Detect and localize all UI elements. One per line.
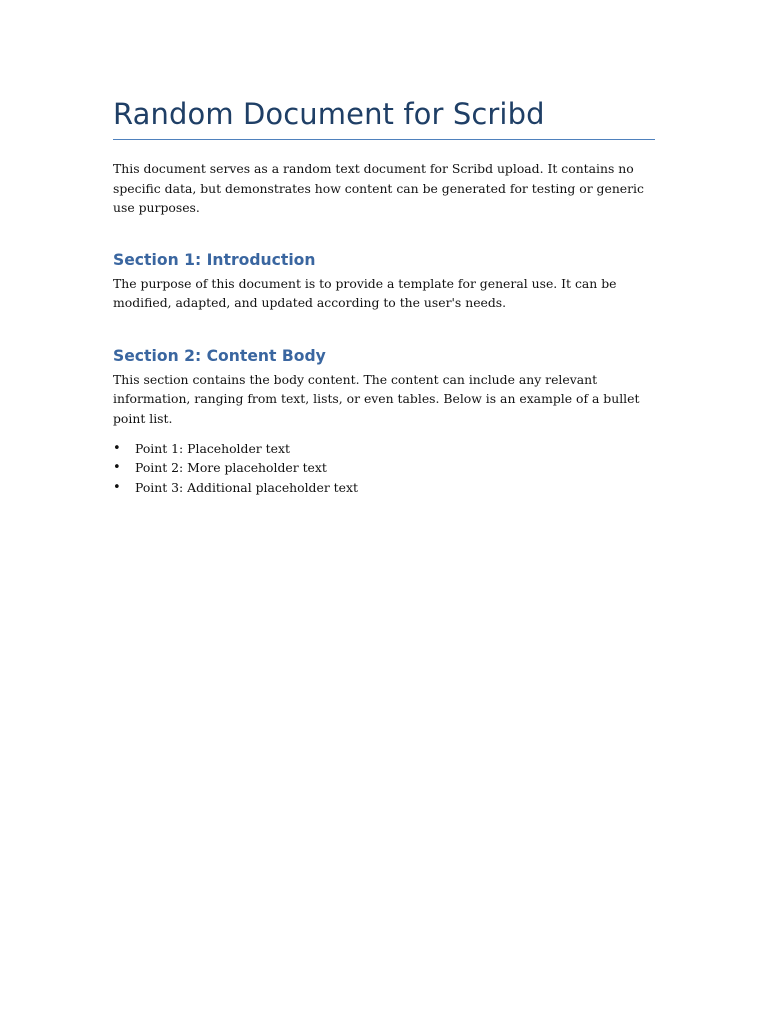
list-item: [113, 458, 655, 477]
section-1-paragraph: The purpose of this document is to provide a template for general use. It can be modified, adapted, and updated according to the user's needs.: [113, 275, 617, 310]
section-2-paragraph: This section contains the body content. The content can include any relevant information, ranging from text, lists, or even tables. Below is an example of a bullet point list.: [113, 371, 640, 426]
list-item-text: Point 2: More placeholder text: [135, 460, 327, 476]
title-divider: [113, 139, 655, 140]
list-item-text: Point 3: Additional placeholder text: [135, 479, 358, 495]
list-item: [113, 478, 655, 497]
section-2-heading: Section 2: Content Body: [113, 346, 326, 365]
bullet-icon: •: [113, 441, 121, 456]
bullet-icon: •: [113, 460, 121, 476]
list-item-text: Point 1: Placeholder text: [135, 441, 290, 456]
bullet-list: [113, 439, 655, 497]
document-title: Random Document for Scribd: [113, 97, 545, 131]
bullet-icon: •: [113, 479, 121, 495]
intro-paragraph: This document serves as a random text document for Scribd upload. It contains no specific data, but demonstrates how content can be generated for testing or generic use purposes.: [113, 161, 644, 215]
section-1-heading: Section 1: Introduction: [113, 250, 316, 269]
document-page: [113, 94, 655, 497]
list-item: [113, 439, 655, 458]
